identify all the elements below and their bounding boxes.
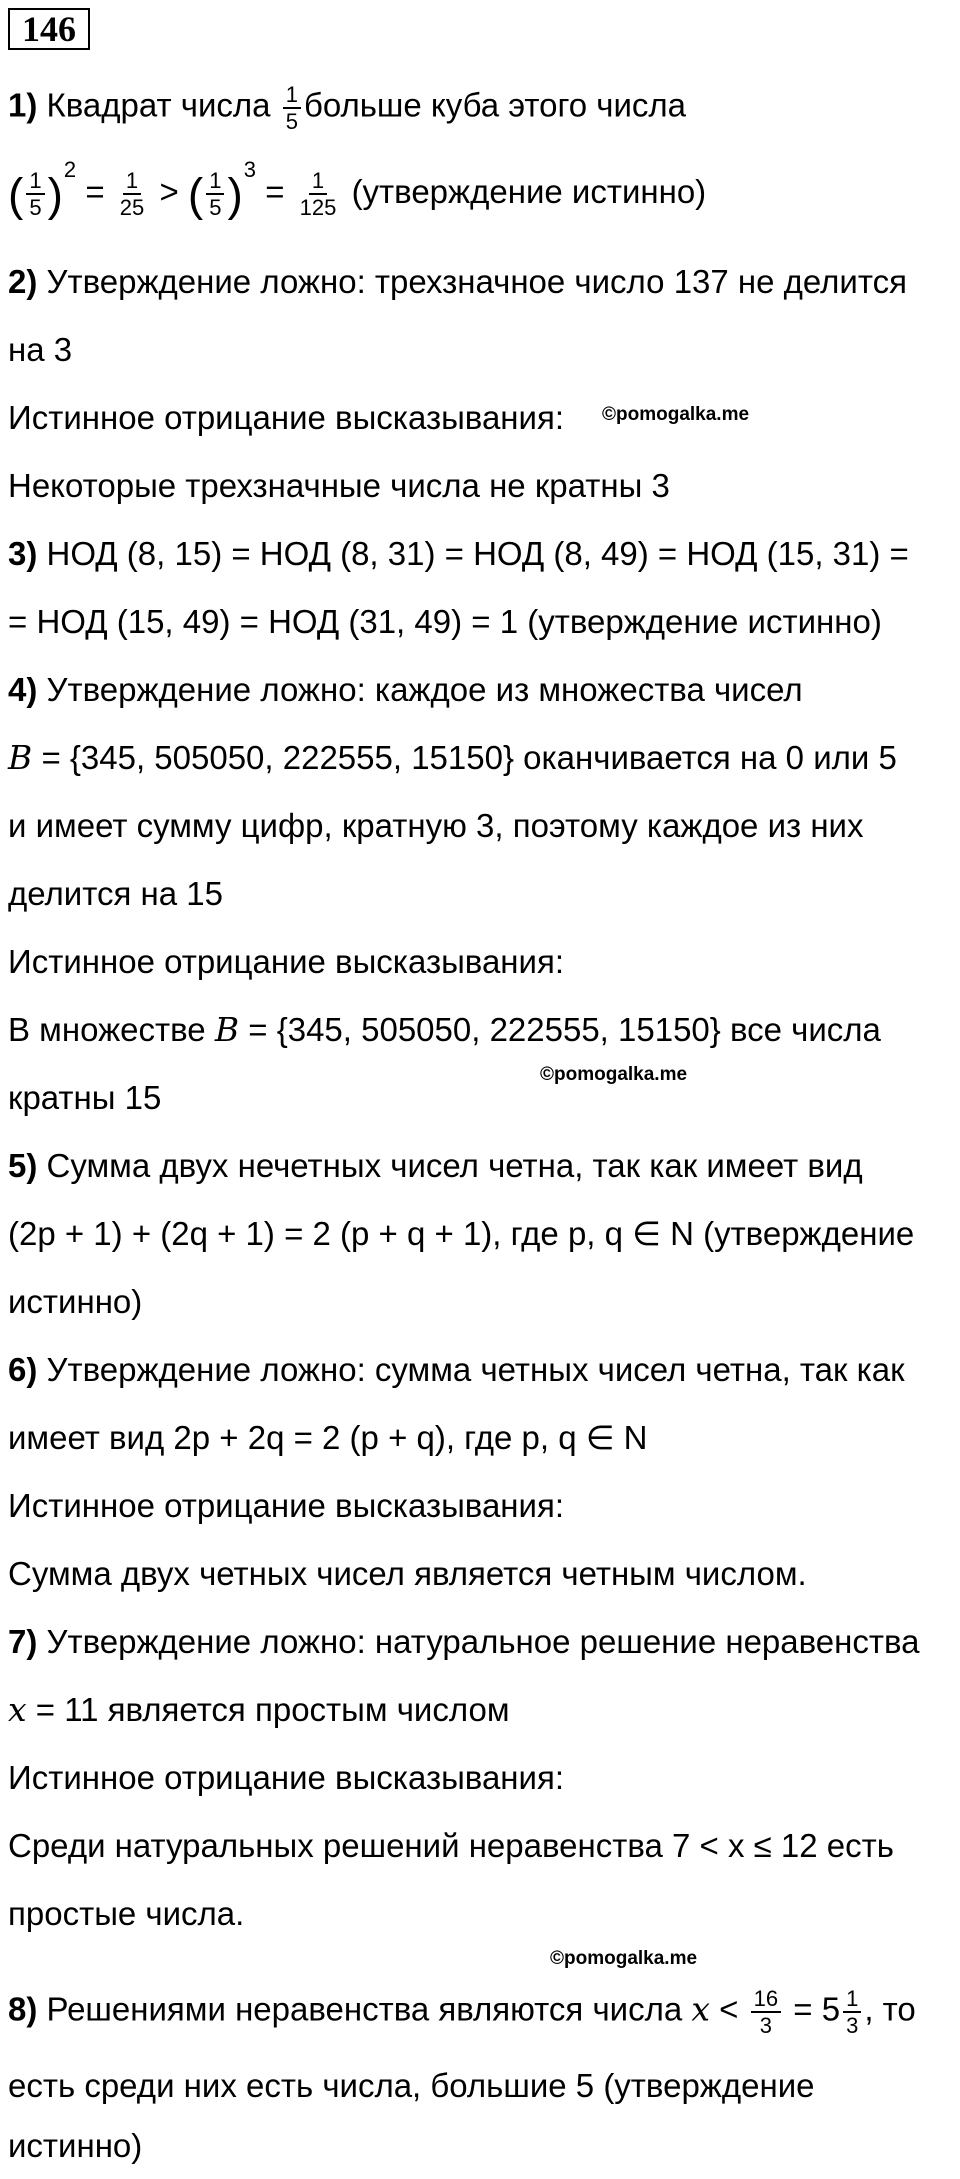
line-1 [8, 82, 686, 134]
fraction-one-fifth: $\frac{1}{5}$ [283, 82, 301, 134]
line-7-text: НОД (8, 15) = НОД (8, 31) = НОД (8, 49) = НОД (15, 31) = [46, 535, 909, 572]
line-10 [8, 736, 897, 780]
line-9 [8, 668, 803, 712]
line-21: Истинное отрицание высказывания: [8, 1487, 565, 1524]
fraction-2: $\frac{1}{25}$ [119, 168, 145, 221]
line-24 [8, 1688, 510, 1732]
set-variable: B [8, 738, 33, 777]
line-14-text: = {345, 505050, 222555, 15150} все числа [248, 1011, 881, 1048]
fraction-16-3: $\frac{16}{3}$ [751, 1986, 781, 2038]
line-6: Некоторые трехзначные числа не кратны 3 [8, 467, 670, 504]
watermark-3: ©pomogalka.me [550, 1948, 698, 1969]
line-19-text: Утверждение ложно: сумма четных чисел четна, так как [46, 1351, 905, 1388]
line-1-tail: больше куба этого числа [303, 86, 687, 124]
item-label-7: 7) [8, 1623, 38, 1660]
line-28-text: Решениями неравенства являются числа [46, 1990, 683, 2028]
line-5: Истинное отрицание высказывания: [8, 399, 565, 436]
watermark-1: ©pomogalka.me [602, 404, 750, 425]
line-15: кратны 15 [8, 1079, 162, 1116]
line-9-text: Утверждение ложно: каждое из множества чисел [46, 671, 803, 708]
item-label-6: 6) [8, 1351, 38, 1388]
line-16-text: Сумма двух нечетных чисел четна, так как имеет вид [46, 1147, 863, 1184]
line-24-text: = 11 является простым числом [35, 1691, 510, 1728]
line-25: Истинное отрицание высказывания: [8, 1759, 565, 1796]
line-11: и имеет сумму цифр, кратную 3, поэтому каждое из них [8, 807, 864, 844]
line-19 [8, 1348, 905, 1392]
line-28-tail: , то [864, 1990, 916, 2028]
line-13: Истинное отрицание высказывания: [8, 943, 565, 980]
line-20: имеет вид 2p + 2q = 2 (p + q), где p, q ∈ N [8, 1419, 648, 1456]
line-14 [8, 1008, 881, 1052]
line-2-formula: ( $\frac{1}{5}$ )$^2$ = $\frac{1}{25}$ > ( $\frac{1}{5}$ )$^3$ = $\frac{1}{125}$ (утверждение истинно) [8, 157, 707, 221]
fraction-4: $\frac{1}{125}$ [299, 168, 337, 221]
line-7 [8, 532, 909, 576]
item-label-1: 1) [8, 86, 38, 124]
line-26: Среди натуральных решений неравенства 7 < x ≤ 12 есть [8, 1827, 894, 1864]
fraction-3: $\frac{1}{5}$ [206, 168, 224, 220]
line-12: делится на 15 [8, 875, 223, 912]
exponent-2: 2 [63, 157, 77, 182]
line-23-text: Утверждение ложно: натуральное решение неравенства [46, 1623, 920, 1660]
line-3 [8, 260, 907, 304]
item-label-2: 2) [8, 263, 38, 300]
exponent-3: 3 [243, 157, 257, 182]
line-29: есть среди них есть числа, большие 5 (утверждение [8, 2067, 815, 2104]
line-17: (2p + 1) + (2q + 1) = 2 (p + q + 1), где p, q ∈ N (утверждение [8, 1215, 915, 1252]
line-18: истинно) [8, 1283, 143, 1320]
item-label-3: 3) [8, 535, 38, 572]
line-28: 8) Решениями неравенства являются числа x < $\frac{16}{3}$ = 5 $\frac{1}{3}$ , то [8, 1986, 916, 2038]
line-27: простые числа. [8, 1895, 245, 1932]
line-22: Сумма двух четных чисел является четным числом. [8, 1555, 807, 1592]
x-variable: x [8, 1690, 27, 1729]
line-23 [8, 1620, 920, 1664]
fraction-1: $\frac{1}{5}$ [26, 168, 44, 220]
line-2-tail: (утверждение истинно) [351, 173, 707, 210]
line-14-pre: В множестве [8, 1011, 206, 1048]
line-3-text: Утверждение ложно: трехзначное число 137 не делится [46, 263, 907, 300]
line-30: истинно) [8, 2127, 143, 2164]
line-8: = НОД (15, 49) = НОД (31, 49) = 1 (утверждение истинно) [8, 603, 882, 640]
line-1-text: Квадрат числа [46, 86, 271, 124]
task-number: 146 [8, 8, 90, 50]
watermark-2: ©pomogalka.me [540, 1064, 688, 1085]
line-10-text: = {345, 505050, 222555, 15150} оканчивается на 0 или 5 [41, 739, 897, 776]
item-label-8: 8) [8, 1990, 38, 2028]
x-variable-2: x [691, 1989, 710, 2029]
item-label-4: 4) [8, 671, 38, 708]
set-variable-2: B [214, 1010, 240, 1049]
line-16 [8, 1144, 863, 1188]
item-label-5: 5) [8, 1147, 38, 1184]
fraction-1-3: $\frac{1}{3}$ [843, 1986, 861, 2038]
line-4: на 3 [8, 331, 73, 368]
